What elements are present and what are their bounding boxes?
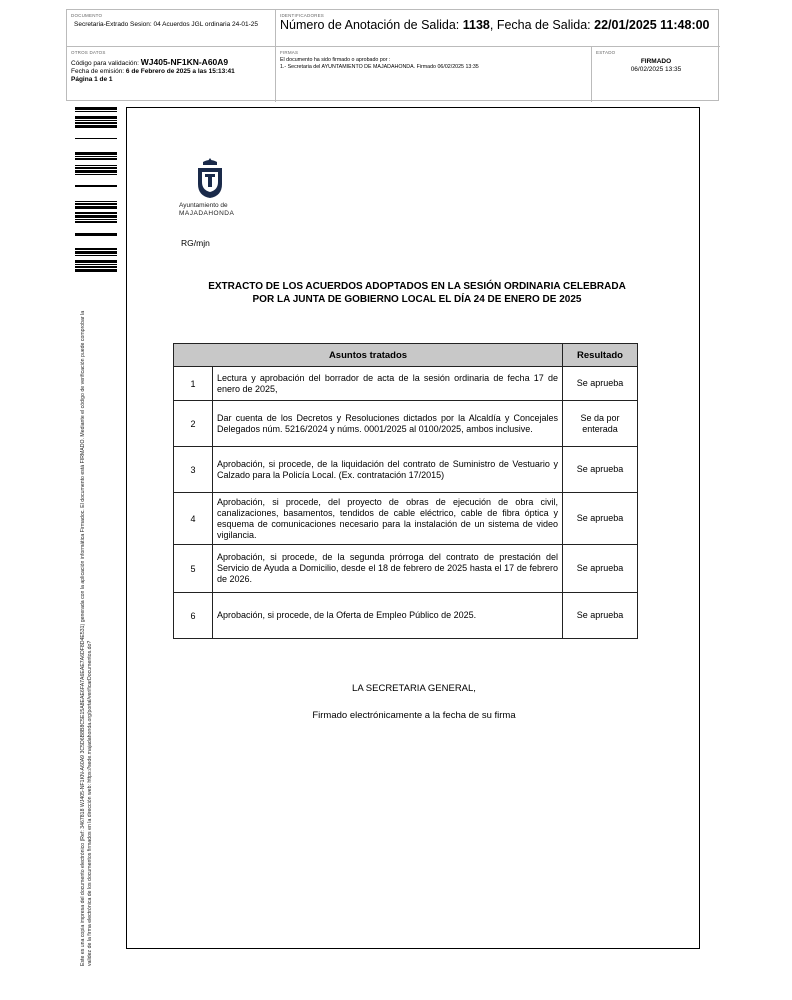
reference-code: RG/mjn [181,238,210,248]
table-row: 3 Aprobación, si procede, de la liquidación del contrato de Suministro de Vestuario y Calzado para la Policía Local. (Ex. contratación 17/2015) Se aprueba [174,447,638,493]
barcode [75,107,117,277]
header-identificadores [276,10,720,47]
col-asuntos-header: Asuntos tratados [174,344,563,367]
document-page [126,107,700,949]
signature-role: LA SECRETARIA GENERAL, [352,683,476,694]
header-documento [67,10,276,47]
documento-label: DOCUMENTO [71,13,103,18]
estado-value: FIRMADO [640,58,672,65]
municipal-logo [179,156,243,217]
codigo-validacion: Código para validación: WJ405-NF1KN-A60A9 [71,57,229,67]
document-header [66,9,719,101]
otros-datos-label: OTROS DATOS [71,50,106,55]
fecha-emision: Fecha de emisión: 6 de Febrero de 2025 a las 15:13:41 [71,68,235,75]
estado-label: ESTADO [596,50,616,55]
table-row: 5 Aprobación, si procede, de la segunda prórroga del contrato de prestación del Servicio de Ayuda a Domicilio, desde el 18 de febrero de 2025 hasta el 17 de febrero de 2026. Se aprueba [174,545,638,593]
header-firmas [276,47,592,102]
document-title: EXTRACTO DE LOS ACUERDOS ADOPTADOS EN LA SESIÓN ORDINARIA CELEBRADA POR LA JUNTA DE GOBIERNO LOCAL EL DÍA 24 DE ENERO DE 2025 [208,281,626,305]
table-row: 4 Aprobación, si procede, del proyecto de obras de ejecución de obra civil, canalizaciones, basamentos, tendidos de cable eléctrico, cable de fibra óptica y esquema de comunicaciones necesario para la instalación de un sistema de video vigilancia. Se aprueba [174,493,638,545]
verification-side-note: Este es una copia impresa del documento electrónico (Ref: 3467818 WJ405-NF1KN-A60A9 3C5D6B8B8C5E15A8EAE6FA7A6EAE7A6DF8D4E531) generada con la aplicación informática Firmadoc. El documento está FIRMADO. Mediante el código de verificación puede comprobar la validez de la firma electrónica de los documentos firmados en la dirección web: https://sede.majadahonda.org/portal/verificarDocumentos.do? [80,310,93,966]
logo-text: Ayuntamiento de MAJADAHONDA [179,202,235,217]
header-otros-datos [67,47,276,102]
coat-of-arms-icon [193,156,227,200]
firmas-entry: 1.- Secretaria del AYUNTAMIENTO DE MAJADAHONDA. Firmado 06/02/2025 13:35 [280,64,479,70]
firmas-label: FIRMAS [280,50,299,55]
estado-date: 06/02/2025 13:35 [630,66,682,73]
table-row: 6 Aprobación, si procede, de la Oferta de Empleo Público de 2025. Se aprueba [174,593,638,639]
documento-value: Secretaria-Extrado Sesion: 04 Acuerdos JGL ordinaria 24-01-25 [74,21,259,28]
firmas-intro: El documento ha sido firmado o aprobado por : [280,57,391,63]
agreements-table [173,343,638,639]
header-estado [592,47,720,102]
identificadores-label: IDENTIFICADORES [280,13,325,18]
table-row: 2 Dar cuenta de los Decretos y Resoluciones dictados por la Alcaldía y Concejales Delegados núm. 5216/2024 y núms. 0001/2025 al 0100/2025, ambos inclusive. Se da por enterada [174,401,638,447]
col-resultado-header: Resultado [563,344,638,367]
identificadores-value: Número de Anotación de Salida: 1138, Fecha de Salida: 22/01/2025 11:48:00 [280,18,710,32]
signature-note: Firmado electrónicamente a la fecha de su firma [312,710,516,721]
table-row: 1 Lectura y aprobación del borrador de acta de la sesión ordinaria de fecha 17 de enero de 2025, Se aprueba [174,367,638,401]
pagina: Página 1 de 1 [71,76,113,83]
